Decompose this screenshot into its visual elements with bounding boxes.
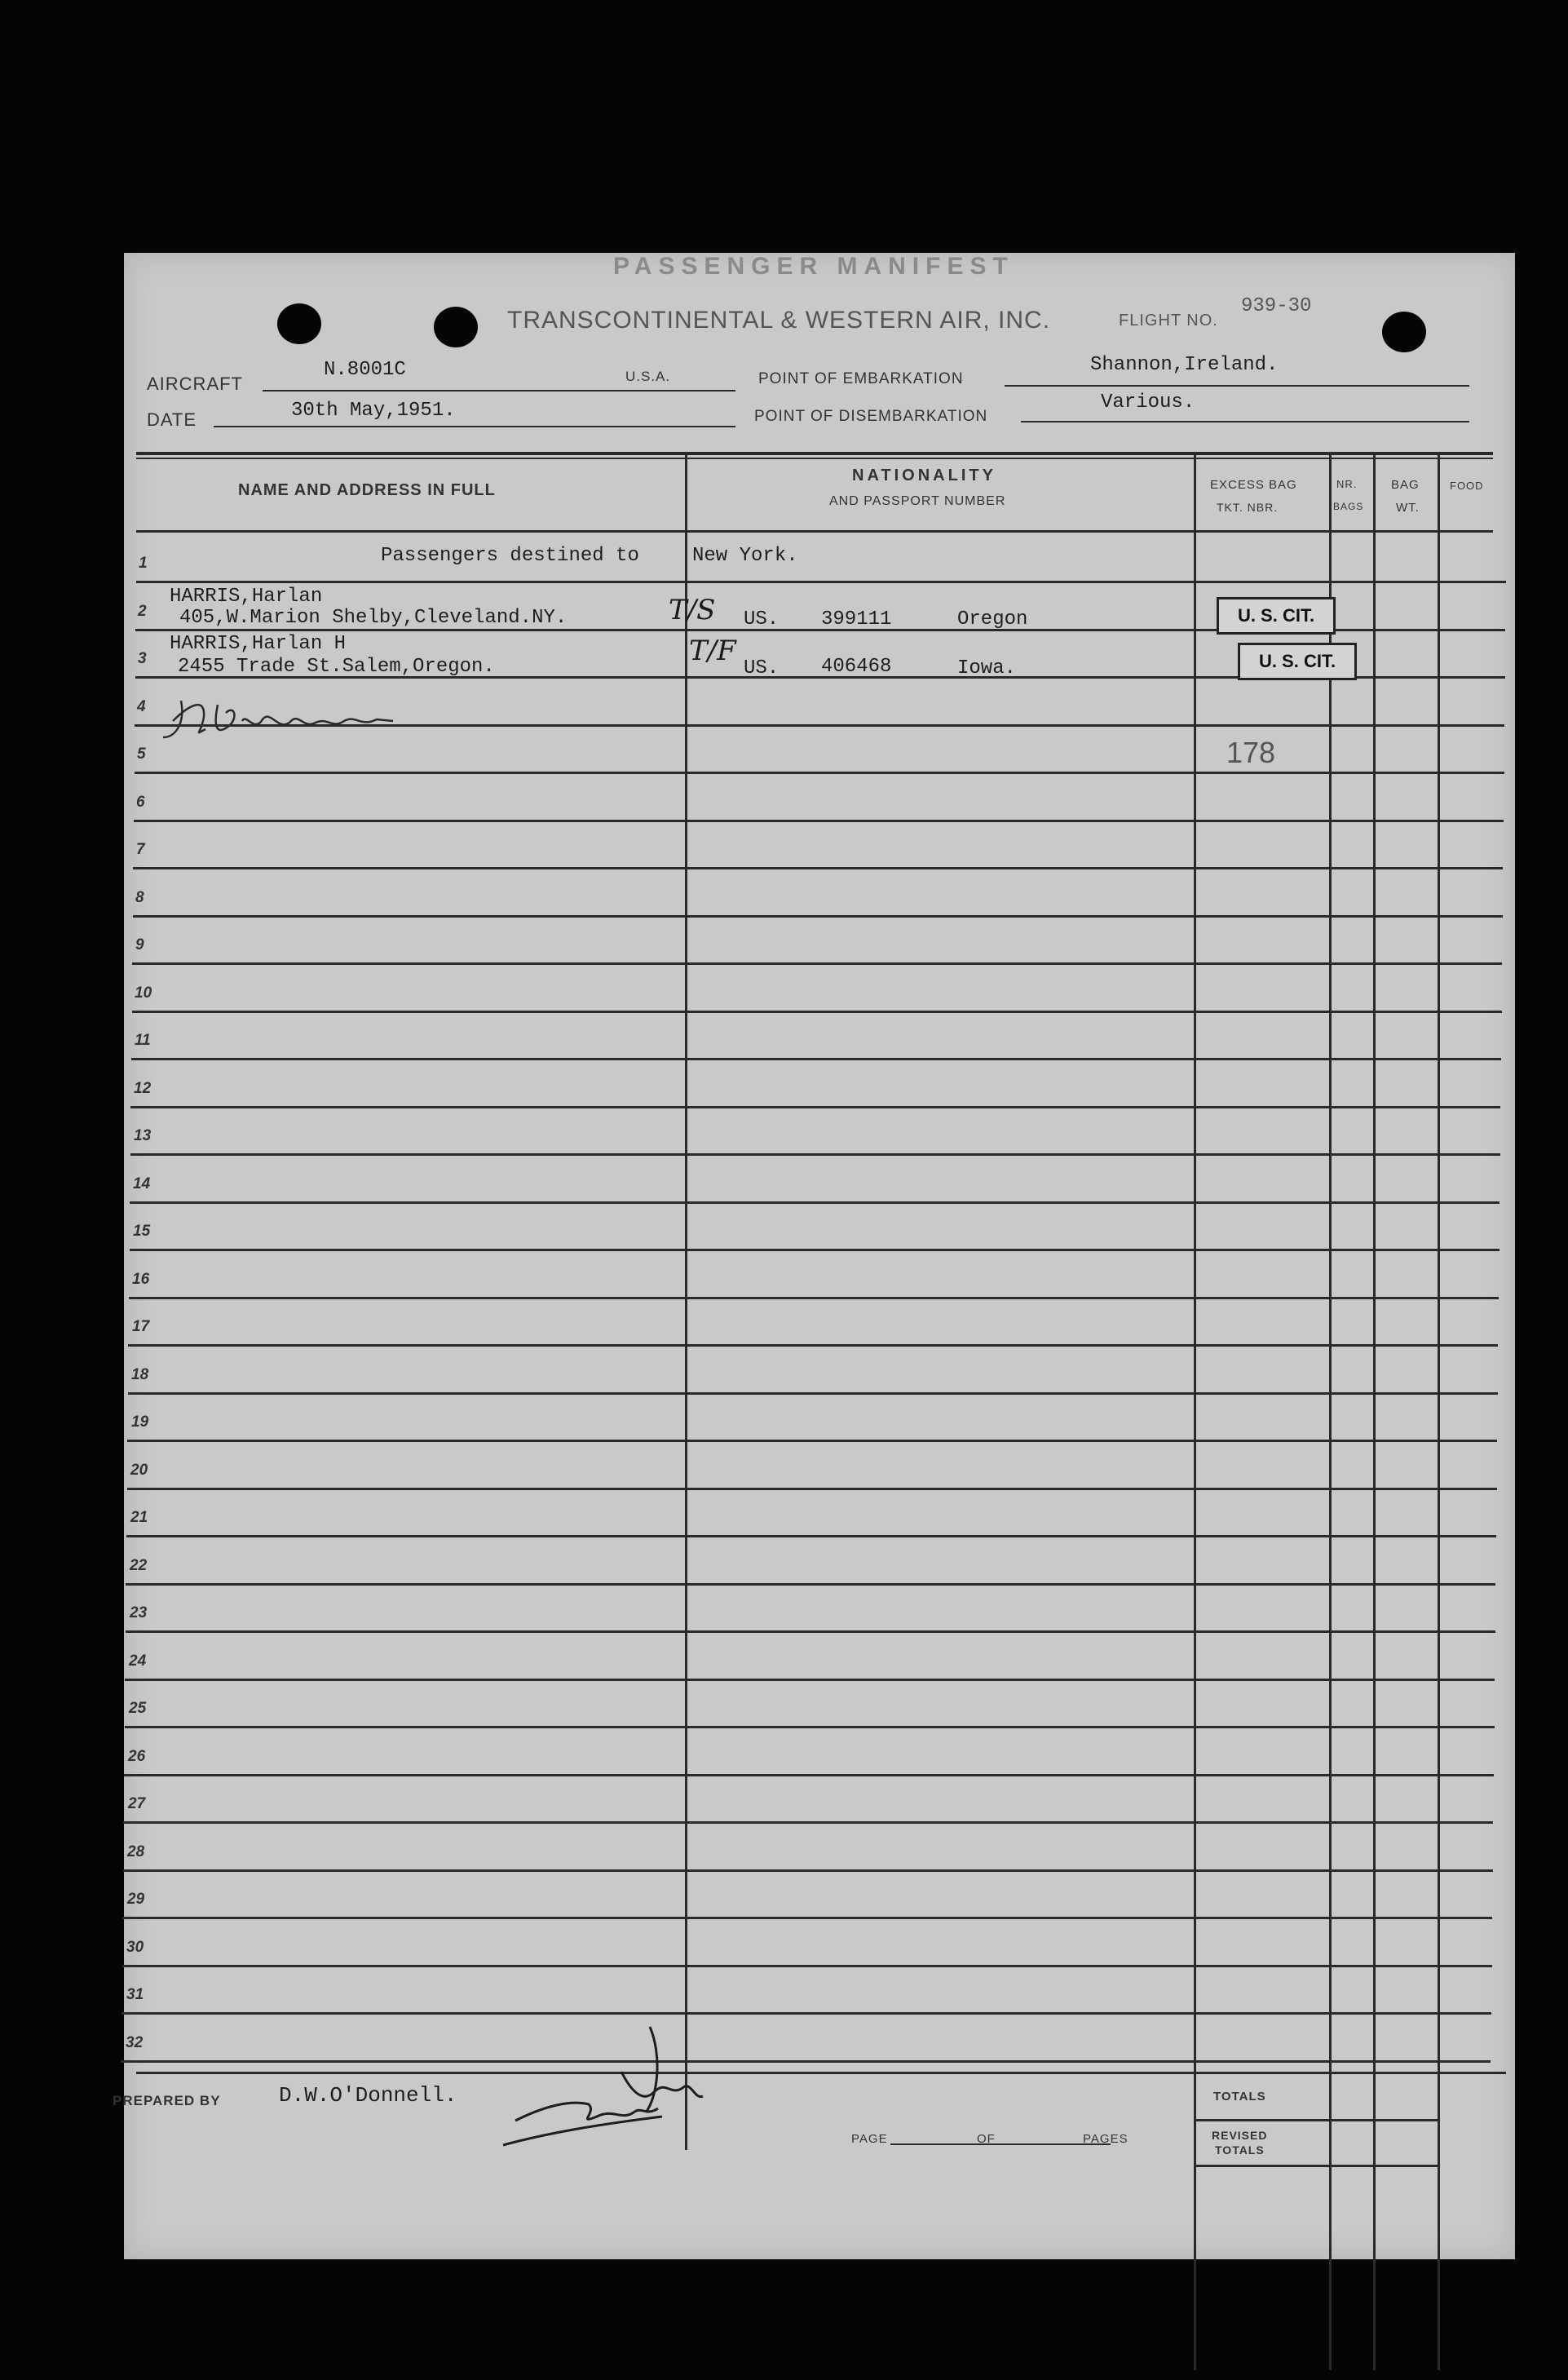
row-number: 1: [139, 555, 148, 572]
row-rule: [126, 1583, 1495, 1586]
row-rule: [126, 1535, 1496, 1537]
flight-no-label: FLIGHT NO.: [1119, 312, 1218, 330]
row-number: 9: [135, 936, 144, 953]
header-bottom-rule: [136, 530, 1493, 533]
row-rule: [130, 1153, 1500, 1156]
row-rule: [127, 1488, 1497, 1490]
row-number: 16: [132, 1271, 150, 1288]
col-divider-nr: [1373, 453, 1376, 2370]
row-rule: [128, 1392, 1498, 1395]
row-number: 13: [134, 1127, 152, 1144]
embark-underline: [1005, 385, 1469, 387]
disembark-underline: [1021, 421, 1469, 422]
row-number: 6: [136, 794, 145, 811]
p1-handwritten-mark: T/S: [669, 594, 716, 626]
row-number: 29: [127, 1891, 145, 1908]
row-rule: [129, 1297, 1499, 1299]
row1-text-b: New York.: [692, 545, 798, 567]
row-number: 14: [133, 1175, 151, 1192]
row-number: 28: [127, 1843, 145, 1860]
row4-signature: [157, 688, 401, 750]
p1-state: Oregon: [957, 608, 1028, 630]
flight-no-value: 939-30: [1241, 295, 1312, 317]
row-rule: [134, 820, 1504, 822]
p1-nationality: US.: [744, 608, 780, 630]
col-header-nationality: NATIONALITY: [852, 467, 996, 484]
embark-label: POINT OF EMBARKATION: [758, 370, 964, 387]
row-number: 32: [126, 2034, 144, 2051]
signature-scribble: [499, 2023, 727, 2153]
date-underline: [214, 426, 735, 427]
row-number: 8: [135, 889, 144, 906]
row-number: 30: [126, 1939, 144, 1956]
revised-label-2: TOTALS: [1215, 2143, 1265, 2157]
p2-name: HARRIS,Harlan H: [170, 633, 347, 655]
row-number: 2: [138, 603, 147, 620]
row-rule: [133, 867, 1503, 869]
row-number: 25: [129, 1700, 147, 1717]
embark-value: Shannon,Ireland.: [1090, 354, 1279, 376]
row-rule: [123, 1821, 1493, 1824]
col-header-excess: EXCESS BAG: [1210, 478, 1297, 492]
row-number: 19: [131, 1413, 149, 1431]
table-top-rule: [136, 452, 1493, 455]
col-divider-nationality: [1194, 453, 1196, 2370]
row-number: 18: [131, 1366, 149, 1383]
p2-address: 2455 Trade St.Salem,Oregon.: [178, 656, 495, 678]
aircraft-underline: [263, 390, 735, 392]
manifest-sheet: [113, 253, 1515, 2259]
col-header-bags: BAGS: [1333, 501, 1364, 512]
col-header-passport: AND PASSPORT NUMBER: [829, 494, 1006, 508]
prepared-by-label: PREPARED BY: [113, 2093, 221, 2108]
row-rule: [124, 1774, 1494, 1776]
row-number: 10: [135, 984, 152, 1002]
p2-nationality: US.: [744, 657, 780, 679]
row-rule: [121, 2012, 1491, 2015]
row-rule: [131, 1058, 1501, 1060]
row-rule: [132, 1011, 1502, 1013]
row-number: 31: [126, 1986, 144, 2003]
manifest-title: PASSENGER MANIFEST: [613, 253, 1014, 280]
col-header-tkt: TKT. NBR.: [1217, 501, 1279, 514]
col-header-food: FOOD: [1450, 480, 1484, 492]
pages-label: PAGES: [1083, 2132, 1129, 2146]
p1-passport: 399111: [821, 608, 892, 630]
row-number: 27: [128, 1795, 146, 1812]
aircraft-label: AIRCRAFT: [147, 374, 243, 394]
company-name: TRANSCONTINENTAL & WESTERN AIR, INC.: [507, 307, 1051, 334]
row-number: 4: [137, 698, 146, 715]
row-number: 24: [129, 1652, 147, 1670]
row-number: 7: [136, 841, 145, 858]
col-divider-bag: [1438, 453, 1440, 2370]
row-number: 5: [137, 745, 146, 763]
row-rule: [128, 1344, 1498, 1347]
footer-rule: [136, 2072, 1506, 2074]
page-underline: [890, 2143, 1111, 2145]
row-rule: [125, 1726, 1495, 1728]
row1-text-a: Passengers destined to: [381, 545, 639, 567]
punch-hole: [434, 307, 478, 347]
col-header-nr: NR.: [1336, 478, 1358, 490]
col-divider-name: [685, 453, 687, 2150]
country-label: U.S.A.: [625, 369, 671, 384]
page-label: PAGE: [851, 2132, 888, 2146]
col-header-bag: BAG: [1391, 478, 1420, 492]
row-number: 17: [132, 1318, 150, 1335]
signature-scribble: [157, 688, 401, 745]
revised-rule: [1194, 2165, 1438, 2167]
row-number: 11: [135, 1032, 151, 1049]
row-rule: [130, 1249, 1500, 1251]
preparer-signature: [499, 2023, 727, 2157]
totals-rule: [1194, 2119, 1438, 2121]
row-rule: [121, 2060, 1491, 2063]
punch-hole: [277, 303, 321, 344]
row-rule: [135, 772, 1504, 774]
date-label: DATE: [147, 409, 197, 430]
row-rule: [126, 1630, 1495, 1633]
row-rule: [123, 1869, 1493, 1872]
row-number: 22: [130, 1557, 148, 1574]
row-number: 21: [130, 1509, 148, 1526]
punch-hole: [1382, 312, 1426, 352]
of-label: OF: [977, 2132, 996, 2146]
col-divider-excess: [1329, 453, 1332, 2370]
disembark-label: POINT OF DISEMBARKATION: [754, 408, 988, 425]
row-rule: [122, 1965, 1492, 1967]
totals-label: TOTALS: [1213, 2090, 1266, 2104]
row-rule: [122, 1917, 1492, 1919]
row-rule: [125, 1679, 1495, 1681]
col-header-name: NAME AND ADDRESS IN FULL: [238, 481, 496, 499]
p2-citizen-stamp: U. S. CIT.: [1238, 643, 1357, 680]
row-number: 15: [133, 1223, 151, 1240]
row-number: 3: [138, 650, 147, 667]
row-rule: [132, 962, 1502, 965]
p1-address: 405,W.Marion Shelby,Cleveland.NY.: [179, 607, 568, 629]
disembark-value: Various.: [1101, 392, 1195, 414]
prepared-by-value: D.W.O'Donnell.: [279, 2083, 457, 2108]
p1-citizen-stamp: U. S. CIT.: [1217, 597, 1336, 635]
revised-label-1: REVISED: [1212, 2129, 1268, 2142]
row-number: 23: [130, 1604, 148, 1621]
p1-name: HARRIS,Harlan: [170, 586, 323, 608]
aircraft-value: N.8001C: [324, 359, 406, 381]
row-rule: [136, 581, 1506, 583]
row-number: 26: [128, 1748, 146, 1765]
p2-handwritten-mark: T/F: [689, 635, 736, 667]
col-header-wt: WT.: [1396, 501, 1420, 515]
table-top-rule-thin: [136, 458, 1493, 459]
row-rule: [130, 1201, 1500, 1204]
p2-state: Iowa.: [957, 657, 1017, 679]
row-number: 12: [134, 1080, 152, 1097]
row-number: 20: [130, 1462, 148, 1479]
row-rule: [127, 1440, 1497, 1442]
p2-passport: 406468: [821, 656, 892, 678]
date-value: 30th May,1951.: [291, 400, 456, 422]
row5-number: 178: [1226, 736, 1276, 769]
row-rule: [133, 915, 1503, 918]
row-rule: [130, 1106, 1500, 1108]
